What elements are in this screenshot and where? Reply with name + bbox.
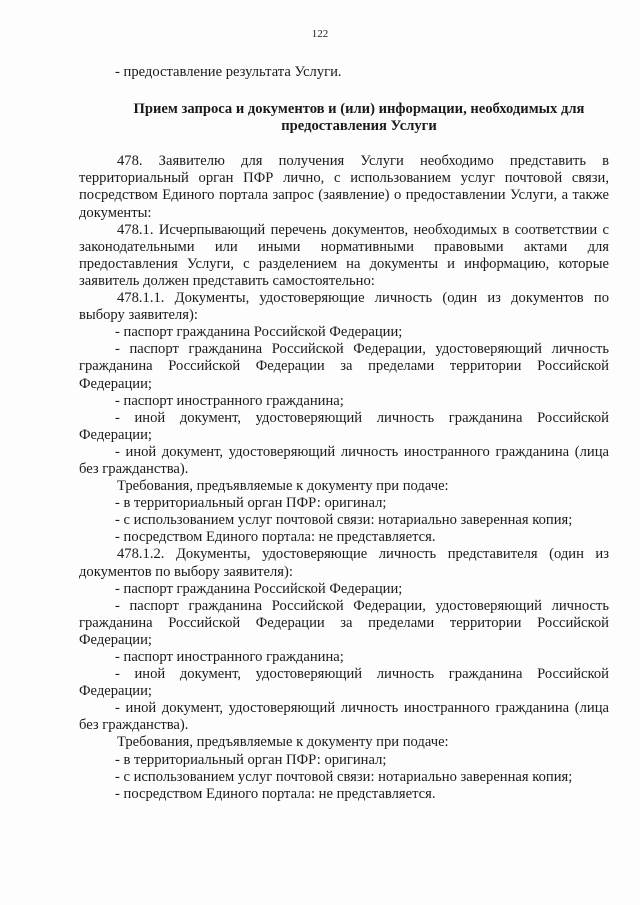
bullet-item: - посредством Единого портала: не представляется. bbox=[115, 529, 436, 546]
bullet-item: - иной документ, удостоверяющий личность иностранного гражданина (лица без гражданства). bbox=[79, 700, 609, 734]
bullet-item: - посредством Единого портала: не представляется. bbox=[115, 785, 436, 802]
paragraph-478: 478. Заявителю для получения Услуги необходимо представить в территориальный орган ПФР лично, с использованием услуг почтовой связи, посредством Единого портала запрос (заявление) о предоставлении Услуги, а также документы: bbox=[79, 153, 609, 221]
section-heading: Прием запроса и документов и (или) информации, необходимых для предоставления Услуги bbox=[133, 101, 585, 135]
bullet-item: - с использованием услуг почтовой связи: нотариально заверенная копия; bbox=[115, 768, 573, 785]
paragraph-478-1-2: 478.1.2. Документы, удостоверяющие личность представителя (один из документов по выбору заявителя): bbox=[79, 546, 609, 580]
bullet-item: - в территориальный орган ПФР: оригинал; bbox=[115, 495, 387, 512]
bullet-item: - паспорт гражданина Российской Федерации; bbox=[115, 324, 403, 341]
bullet-item: - паспорт гражданина Российской Федерации; bbox=[115, 580, 403, 597]
bullet-item: - иной документ, удостоверяющий личность гражданина Российской Федерации; bbox=[79, 409, 609, 443]
page-number: 122 bbox=[311, 28, 329, 40]
requirements-label: Требования, предъявляемые к документу при подаче: bbox=[117, 734, 449, 751]
bullet-item: - в территориальный орган ПФР: оригинал; bbox=[115, 751, 387, 768]
bullet-item: - предоставление результата Услуги. bbox=[115, 64, 342, 80]
bullet-item: - паспорт иностранного гражданина; bbox=[115, 649, 344, 665]
bullet-item: - паспорт гражданина Российской Федерации, удостоверяющий личность гражданина Российской Федерации за пределами территории Российской Федерации; bbox=[79, 597, 609, 648]
paragraph-478-1-1: 478.1.1. Документы, удостоверяющие личность (один из документов по выбору заявителя): bbox=[79, 290, 609, 324]
bullet-item: - иной документ, удостоверяющий личность иностранного гражданина (лица без гражданства). bbox=[79, 443, 609, 477]
bullet-item: - паспорт гражданина Российской Федерации, удостоверяющий личность гражданина Российской Федерации за пределами территории Российской Федерации; bbox=[79, 341, 609, 392]
paragraph-478-1: 478.1. Исчерпывающий перечень документов, необходимых в соответствии с законодательными или иными нормативными правовыми актами для предоставления Услуги, с разделением на документы и информацию, которые заявитель должен представить самостоятельно: bbox=[79, 221, 609, 289]
bullet-item: - с использованием услуг почтовой связи: нотариально заверенная копия; bbox=[115, 512, 573, 529]
bullet-item: - иной документ, удостоверяющий личность гражданина Российской Федерации; bbox=[79, 666, 609, 700]
document-body bbox=[79, 64, 609, 803]
requirements-label: Требования, предъявляемые к документу при подаче: bbox=[117, 478, 449, 495]
bullet-item: - паспорт иностранного гражданина; bbox=[115, 392, 344, 409]
